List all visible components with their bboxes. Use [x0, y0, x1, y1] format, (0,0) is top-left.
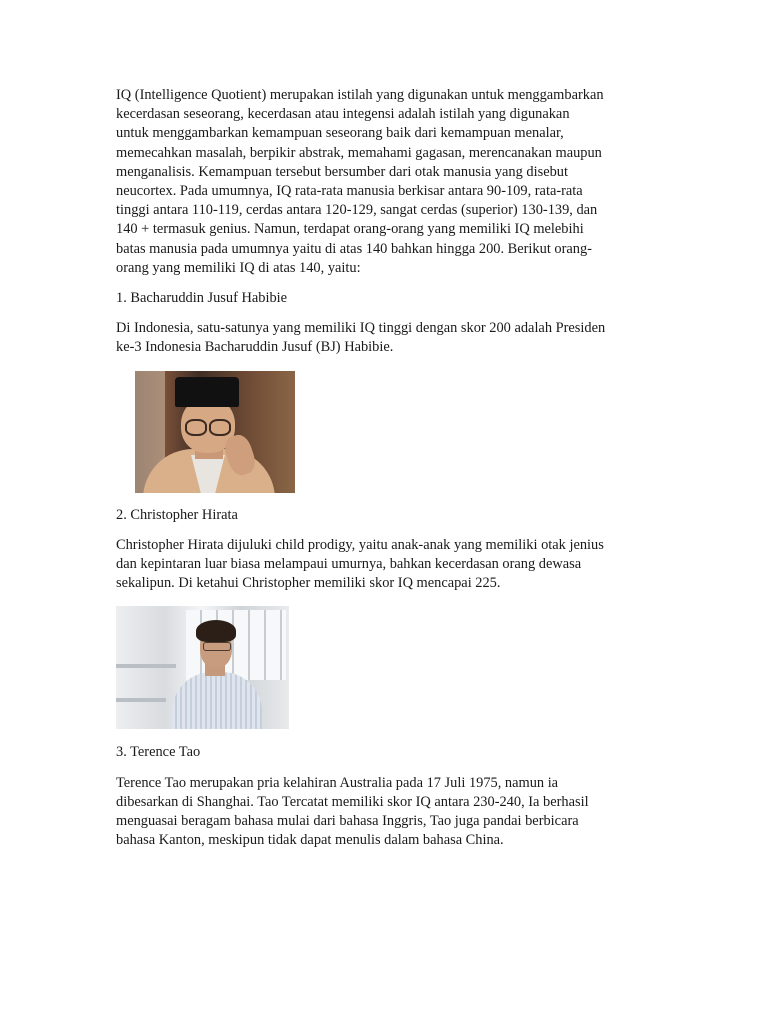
hirata-photo: [116, 606, 289, 729]
person-heading-hirata: 2. Christopher Hirata: [116, 506, 238, 523]
person-description-tao: Terence Tao merupakan pria kelahiran Australia pada 17 Juli 1975, namun ia dibesarkan di Shanghai. Tao Tercatat memiliki skor IQ antara 230-240, Ia berhasil menguasai beragam bahasa mulai dari bahasa Inggris, Tao juga pandai berbicara bahasa Kanton, meskipun tidak dapat menulis dalam bahasa China.: [116, 774, 589, 849]
intro-paragraph: IQ (Intelligence Quotient) merupakan istilah yang digunakan untuk menggambarkan kecerdasan seseorang, kecerdasan atau integensi adalah istilah yang digunakan untuk menggambarkan kemampuan seseorang baik dari kemampuan menalar, memecahkan masalah, berpikir abstrak, memahami gagasan, merencanakan maupun menganalisis. Kemampuan tersebut bersumber dari otak manusia yang disebut neucortex. Pada umumnya, IQ rata-rata manusia berkisar antara 90-109, rata-rata tinggi antara 110-119, cerdas antara 120-129, sangat cerdas (superior) 130-139, dan 140 + termasuk genius. Namun, terdapat orang-orang yang memiliki IQ melebihi batas manusia pada umumnya yaitu di atas 140 bahkan hingga 200. Berikut orang- orang yang memiliki IQ di atas 140, yaitu:: [116, 87, 604, 276]
person-description-hirata: Christopher Hirata dijuluki child prodigy, yaitu anak-anak yang memiliki otak jenius dan kepintaran luar biasa melampaui umurnya, bahkan kecerdasan orang dewasa sekalipun. Di ketahui Christopher memiliki skor IQ mencapai 225.: [116, 536, 604, 592]
person-description-habibie: Di Indonesia, satu-satunya yang memiliki IQ tinggi dengan skor 200 adalah Presiden ke-3 Indonesia Bacharuddin Jusuf (BJ) Habibie.: [116, 320, 606, 356]
person-heading-tao: 3. Terence Tao: [116, 744, 201, 761]
document-body: [116, 86, 648, 863]
person-heading-habibie: 1. Bacharuddin Jusuf Habibie: [116, 290, 288, 307]
habibie-photo: [135, 371, 295, 493]
